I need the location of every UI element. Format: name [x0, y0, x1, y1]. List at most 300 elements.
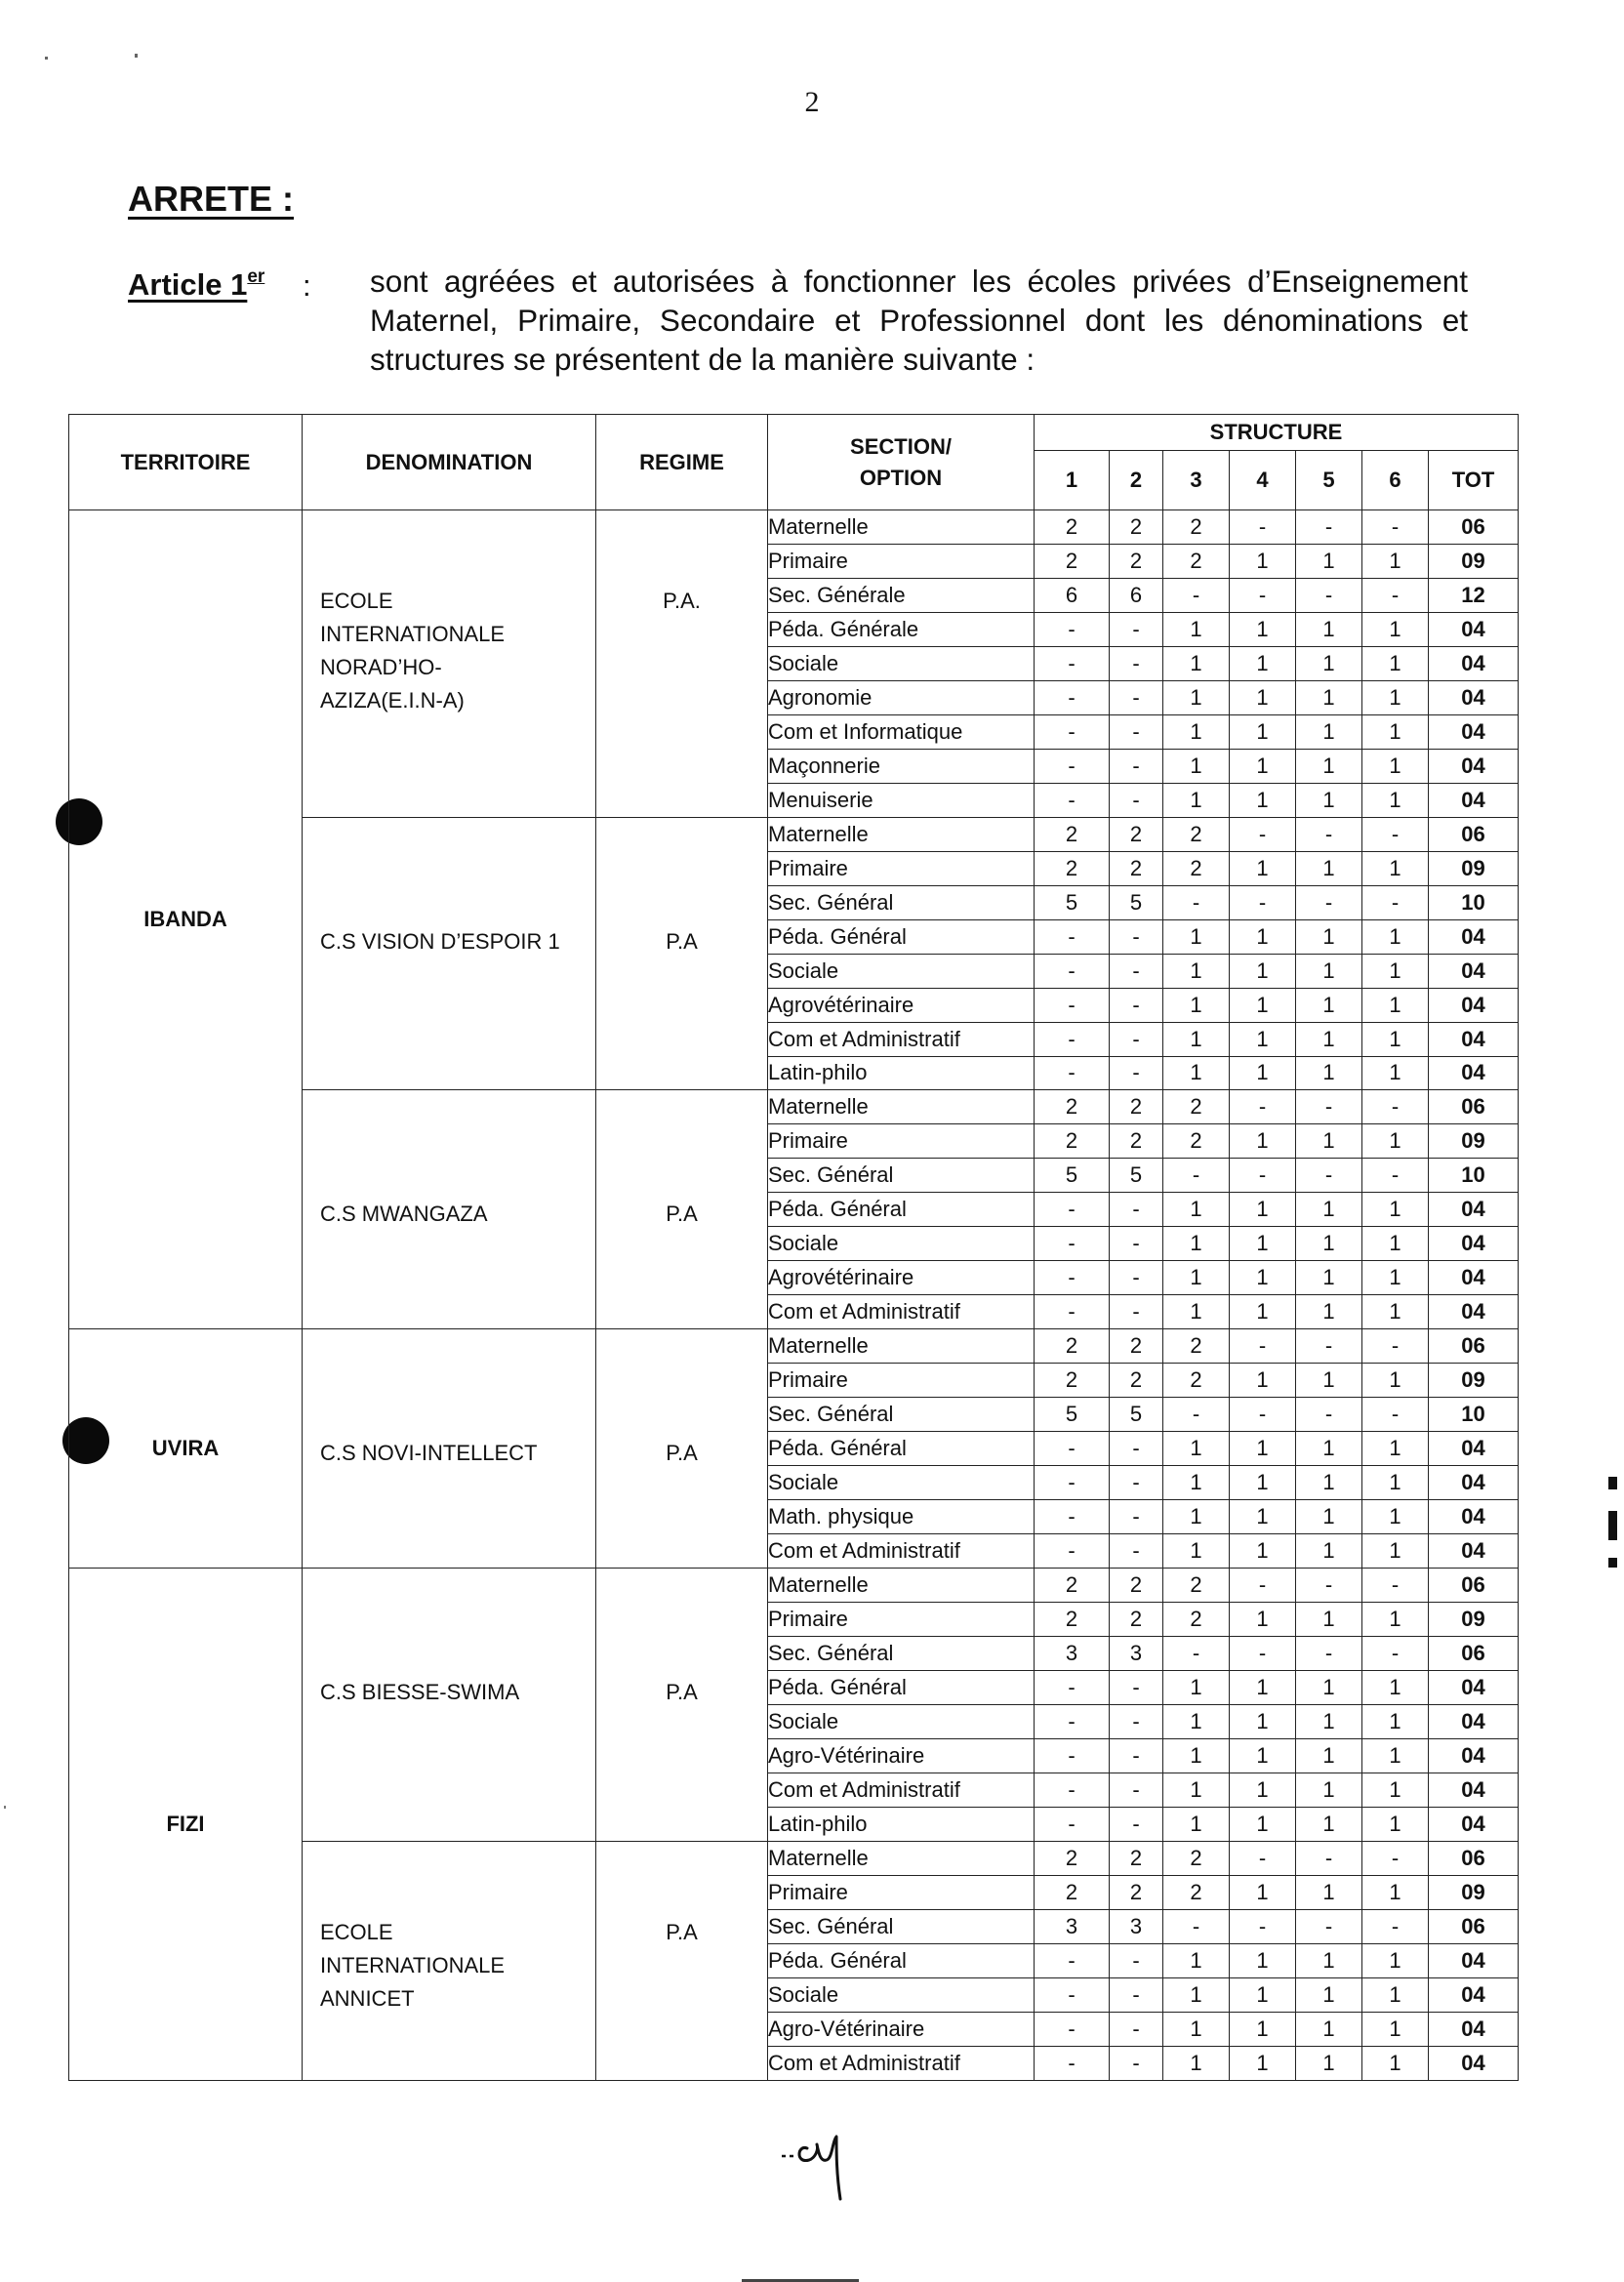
level-3-cell: 2: [1163, 1090, 1230, 1124]
school-name: C.S MWANGAZA: [320, 1202, 488, 1227]
section-option-cell: Sociale: [768, 1227, 1035, 1261]
regime-cell: [596, 1329, 768, 1569]
level-1-cell: 2: [1035, 1841, 1110, 1875]
section-option-cell: Agrovétérinaire: [768, 988, 1035, 1022]
level-5-cell: 1: [1296, 954, 1362, 988]
level-4-cell: 1: [1230, 1670, 1296, 1704]
territory-cell: FIZI: [69, 1569, 303, 2081]
level-5-cell: 1: [1296, 1773, 1362, 1807]
level-5-cell: -: [1296, 510, 1362, 545]
level-6-cell: 1: [1362, 1534, 1429, 1569]
article-text: sont agréées et autorisées à fonctionner les écoles privées d’Enseignement Maternel, Primaire, Secondaire et Professionnel dont les dénominations et structures se présentent de la manière suivante :: [370, 264, 1468, 377]
level-6-cell: 1: [1362, 1124, 1429, 1159]
level-3-cell: 1: [1163, 680, 1230, 714]
level-4-cell: 1: [1230, 1022, 1296, 1056]
table-row: [69, 1329, 1519, 1364]
total-cell: 04: [1429, 1227, 1519, 1261]
level-2-cell: 2: [1110, 510, 1163, 545]
total-cell: 04: [1429, 988, 1519, 1022]
level-5-cell: 1: [1296, 1432, 1362, 1466]
level-1-cell: 2: [1035, 851, 1110, 885]
level-1-cell: 2: [1035, 1875, 1110, 1909]
section-option-cell: Sec. Général: [768, 1636, 1035, 1670]
school-name: C.S VISION D’ESPOIR 1: [320, 928, 560, 954]
level-6-cell: 1: [1362, 1500, 1429, 1534]
article-label: [128, 266, 264, 303]
level-6-cell: 1: [1362, 919, 1429, 954]
level-5-cell: 1: [1296, 612, 1362, 646]
section-option-cell: Com et Administratif: [768, 1534, 1035, 1569]
section-option-cell: Sociale: [768, 1977, 1035, 2012]
level-1-cell: 6: [1035, 578, 1110, 612]
total-cell: 09: [1429, 1364, 1519, 1398]
level-6-cell: 1: [1362, 1364, 1429, 1398]
level-4-cell: 1: [1230, 1056, 1296, 1090]
level-1-cell: -: [1035, 919, 1110, 954]
level-3-cell: 1: [1163, 1738, 1230, 1773]
level-4-cell: 1: [1230, 2012, 1296, 2046]
total-cell: 09: [1429, 1603, 1519, 1637]
level-1-cell: 2: [1035, 1569, 1110, 1603]
section-option-cell: Latin-philo: [768, 1807, 1035, 1841]
level-4-cell: 1: [1230, 1603, 1296, 1637]
level-5-cell: 1: [1296, 1875, 1362, 1909]
regime-cell: [596, 817, 768, 1090]
total-cell: 06: [1429, 1090, 1519, 1124]
level-6-cell: 1: [1362, 2012, 1429, 2046]
total-cell: 04: [1429, 1773, 1519, 1807]
denomination-cell: [303, 1090, 596, 1329]
level-2-cell: -: [1110, 1261, 1163, 1295]
level-4-cell: 1: [1230, 1466, 1296, 1500]
level-4-cell: 1: [1230, 1875, 1296, 1909]
level-1-cell: -: [1035, 612, 1110, 646]
level-4-cell: 1: [1230, 1261, 1296, 1295]
level-3-cell: 2: [1163, 1124, 1230, 1159]
level-3-cell: -: [1163, 1909, 1230, 1943]
section-option-cell: Com et Administratif: [768, 2046, 1035, 2080]
section-option-cell: Péda. Général: [768, 1432, 1035, 1466]
section-option-cell: Primaire: [768, 1603, 1035, 1637]
total-cell: 04: [1429, 646, 1519, 680]
level-2-cell: -: [1110, 1500, 1163, 1534]
article-colon: :: [303, 268, 311, 303]
regime-cell: [596, 1569, 768, 1842]
section-option-cell: Com et Administratif: [768, 1295, 1035, 1329]
level-3-cell: 1: [1163, 612, 1230, 646]
level-3-cell: 1: [1163, 1500, 1230, 1534]
level-5-cell: 1: [1296, 1738, 1362, 1773]
total-cell: 04: [1429, 1022, 1519, 1056]
level-3-cell: 1: [1163, 1295, 1230, 1329]
total-cell: 04: [1429, 1738, 1519, 1773]
schools-table: [68, 414, 1519, 2081]
level-5-cell: 1: [1296, 851, 1362, 885]
level-6-cell: 1: [1362, 1704, 1429, 1738]
section-option-cell: Sociale: [768, 646, 1035, 680]
initials-signature: [776, 2131, 864, 2201]
header-section-option: [768, 415, 1035, 510]
level-3-cell: -: [1163, 1636, 1230, 1670]
level-5-cell: 1: [1296, 1704, 1362, 1738]
section-option-cell: Péda. Général: [768, 1943, 1035, 1977]
section-option-cell: Maternelle: [768, 1090, 1035, 1124]
section-option-cell: Agro-Vétérinaire: [768, 1738, 1035, 1773]
level-4-cell: 1: [1230, 1977, 1296, 2012]
header-section-option-text: SECTION/ OPTION: [850, 433, 952, 490]
level-5-cell: 1: [1296, 749, 1362, 783]
level-3-cell: 1: [1163, 1193, 1230, 1227]
total-cell: 04: [1429, 1295, 1519, 1329]
level-6-cell: 1: [1362, 749, 1429, 783]
regime-value: P.A: [666, 1441, 698, 1466]
level-4-cell: -: [1230, 1329, 1296, 1364]
total-cell: 09: [1429, 1875, 1519, 1909]
level-4-cell: -: [1230, 1841, 1296, 1875]
level-6-cell: 1: [1362, 954, 1429, 988]
total-cell: 04: [1429, 714, 1519, 749]
section-option-cell: Latin-philo: [768, 1056, 1035, 1090]
level-2-cell: -: [1110, 612, 1163, 646]
level-5-cell: 1: [1296, 1807, 1362, 1841]
total-cell: 10: [1429, 1159, 1519, 1193]
header-regime: REGIME: [596, 415, 768, 510]
level-4-cell: 1: [1230, 612, 1296, 646]
level-2-cell: -: [1110, 714, 1163, 749]
section-option-cell: Péda. Général: [768, 919, 1035, 954]
section-option-cell: Primaire: [768, 851, 1035, 885]
level-3-cell: -: [1163, 885, 1230, 919]
section-option-cell: Maternelle: [768, 1329, 1035, 1364]
level-1-cell: 5: [1035, 1159, 1110, 1193]
level-2-cell: 2: [1110, 817, 1163, 851]
level-4-cell: -: [1230, 1636, 1296, 1670]
level-6-cell: 1: [1362, 2046, 1429, 2080]
total-cell: 06: [1429, 1909, 1519, 1943]
level-2-cell: -: [1110, 1295, 1163, 1329]
level-5-cell: 1: [1296, 1056, 1362, 1090]
section-option-cell: Primaire: [768, 1124, 1035, 1159]
level-3-cell: 1: [1163, 1943, 1230, 1977]
level-5-cell: 1: [1296, 1227, 1362, 1261]
level-2-cell: 2: [1110, 1841, 1163, 1875]
regime-cell: [596, 1090, 768, 1329]
level-6-cell: 1: [1362, 714, 1429, 749]
level-6-cell: -: [1362, 817, 1429, 851]
section-option-cell: Com et Administratif: [768, 1773, 1035, 1807]
level-3-cell: 2: [1163, 1329, 1230, 1364]
level-4-cell: -: [1230, 1090, 1296, 1124]
level-2-cell: -: [1110, 1704, 1163, 1738]
level-6-cell: -: [1362, 1329, 1429, 1364]
section-option-cell: Péda. Général: [768, 1193, 1035, 1227]
scan-speck: [4, 1806, 6, 1809]
level-6-cell: 1: [1362, 1670, 1429, 1704]
regime-value: P.A: [666, 928, 698, 954]
header-level-5: 5: [1296, 451, 1362, 510]
regime-cell: [596, 510, 768, 818]
scan-edge-mark: [1608, 1511, 1617, 1540]
level-6-cell: 1: [1362, 1261, 1429, 1295]
level-5-cell: 1: [1296, 988, 1362, 1022]
level-4-cell: 1: [1230, 1193, 1296, 1227]
level-4-cell: 1: [1230, 544, 1296, 578]
level-4-cell: 1: [1230, 1364, 1296, 1398]
level-5-cell: -: [1296, 1329, 1362, 1364]
level-2-cell: -: [1110, 1193, 1163, 1227]
level-5-cell: 1: [1296, 2046, 1362, 2080]
level-4-cell: 1: [1230, 919, 1296, 954]
level-2-cell: -: [1110, 1432, 1163, 1466]
header-tot: TOT: [1429, 451, 1519, 510]
total-cell: 04: [1429, 1807, 1519, 1841]
total-cell: 04: [1429, 1534, 1519, 1569]
total-cell: 04: [1429, 1261, 1519, 1295]
level-6-cell: 1: [1362, 1943, 1429, 1977]
header-level-2: 2: [1110, 451, 1163, 510]
section-option-cell: Sec. Général: [768, 1398, 1035, 1432]
level-4-cell: 1: [1230, 1227, 1296, 1261]
header-territoire: TERRITOIRE: [69, 415, 303, 510]
section-option-cell: Péda. Générale: [768, 612, 1035, 646]
total-cell: 04: [1429, 612, 1519, 646]
level-3-cell: 2: [1163, 1603, 1230, 1637]
section-option-cell: Maçonnerie: [768, 749, 1035, 783]
level-6-cell: 1: [1362, 1773, 1429, 1807]
total-cell: 09: [1429, 851, 1519, 885]
level-6-cell: 1: [1362, 1977, 1429, 2012]
level-3-cell: 1: [1163, 954, 1230, 988]
level-3-cell: 1: [1163, 1977, 1230, 2012]
level-1-cell: 2: [1035, 1364, 1110, 1398]
level-3-cell: 1: [1163, 1261, 1230, 1295]
level-2-cell: -: [1110, 1534, 1163, 1569]
level-1-cell: 5: [1035, 885, 1110, 919]
level-1-cell: -: [1035, 1943, 1110, 1977]
level-5-cell: 1: [1296, 1534, 1362, 1569]
level-3-cell: 2: [1163, 510, 1230, 545]
header-structure: STRUCTURE: [1035, 415, 1519, 451]
article-label-superscript: er: [247, 266, 265, 287]
page-number: 2: [804, 86, 820, 118]
header-level-4: 4: [1230, 451, 1296, 510]
scan-edge-mark: [1608, 1558, 1617, 1568]
level-4-cell: 1: [1230, 851, 1296, 885]
level-4-cell: -: [1230, 510, 1296, 545]
level-2-cell: 2: [1110, 1124, 1163, 1159]
level-2-cell: -: [1110, 2046, 1163, 2080]
total-cell: 04: [1429, 1466, 1519, 1500]
level-4-cell: 1: [1230, 783, 1296, 817]
level-6-cell: -: [1362, 885, 1429, 919]
level-1-cell: 2: [1035, 1090, 1110, 1124]
level-5-cell: 1: [1296, 680, 1362, 714]
level-1-cell: -: [1035, 988, 1110, 1022]
level-5-cell: -: [1296, 578, 1362, 612]
level-5-cell: 1: [1296, 2012, 1362, 2046]
level-1-cell: -: [1035, 749, 1110, 783]
section-option-cell: Primaire: [768, 1875, 1035, 1909]
header-level-6: 6: [1362, 451, 1429, 510]
level-5-cell: 1: [1296, 1295, 1362, 1329]
total-cell: 04: [1429, 1943, 1519, 1977]
level-6-cell: -: [1362, 1909, 1429, 1943]
level-1-cell: -: [1035, 1807, 1110, 1841]
level-4-cell: -: [1230, 1159, 1296, 1193]
section-option-cell: Sociale: [768, 954, 1035, 988]
level-6-cell: 1: [1362, 1432, 1429, 1466]
level-4-cell: 1: [1230, 1295, 1296, 1329]
level-2-cell: 2: [1110, 1875, 1163, 1909]
level-2-cell: -: [1110, 1738, 1163, 1773]
level-1-cell: -: [1035, 1500, 1110, 1534]
level-4-cell: -: [1230, 1909, 1296, 1943]
level-6-cell: 1: [1362, 783, 1429, 817]
level-4-cell: 1: [1230, 954, 1296, 988]
table-body: [69, 510, 1519, 2081]
level-3-cell: 1: [1163, 749, 1230, 783]
level-1-cell: -: [1035, 1261, 1110, 1295]
total-cell: 09: [1429, 1124, 1519, 1159]
level-2-cell: -: [1110, 1056, 1163, 1090]
level-3-cell: 1: [1163, 1227, 1230, 1261]
section-option-cell: Com et Administratif: [768, 1022, 1035, 1056]
level-3-cell: 1: [1163, 1534, 1230, 1569]
level-3-cell: 1: [1163, 1056, 1230, 1090]
level-4-cell: 1: [1230, 1432, 1296, 1466]
school-name: C.S NOVI-INTELLECT: [320, 1441, 538, 1466]
level-3-cell: 1: [1163, 1670, 1230, 1704]
level-3-cell: 1: [1163, 2012, 1230, 2046]
level-6-cell: -: [1362, 1159, 1429, 1193]
level-4-cell: 1: [1230, 2046, 1296, 2080]
level-2-cell: 5: [1110, 1159, 1163, 1193]
level-1-cell: -: [1035, 954, 1110, 988]
total-cell: 06: [1429, 1569, 1519, 1603]
level-5-cell: 1: [1296, 646, 1362, 680]
level-3-cell: 2: [1163, 851, 1230, 885]
level-2-cell: 6: [1110, 578, 1163, 612]
level-6-cell: -: [1362, 1398, 1429, 1432]
level-3-cell: 1: [1163, 714, 1230, 749]
level-2-cell: -: [1110, 1670, 1163, 1704]
level-2-cell: -: [1110, 988, 1163, 1022]
level-3-cell: 1: [1163, 988, 1230, 1022]
level-2-cell: -: [1110, 749, 1163, 783]
total-cell: 04: [1429, 954, 1519, 988]
level-2-cell: 5: [1110, 885, 1163, 919]
total-cell: 06: [1429, 817, 1519, 851]
level-4-cell: -: [1230, 885, 1296, 919]
level-4-cell: 1: [1230, 1534, 1296, 1569]
level-3-cell: 1: [1163, 1773, 1230, 1807]
level-1-cell: -: [1035, 1704, 1110, 1738]
school-name: C.S BIESSE-SWIMA: [320, 1679, 520, 1704]
level-4-cell: -: [1230, 1569, 1296, 1603]
level-3-cell: 2: [1163, 817, 1230, 851]
level-6-cell: 1: [1362, 1056, 1429, 1090]
level-6-cell: 1: [1362, 1738, 1429, 1773]
scan-speck: [135, 54, 138, 58]
total-cell: 04: [1429, 1056, 1519, 1090]
level-2-cell: -: [1110, 783, 1163, 817]
level-4-cell: 1: [1230, 1943, 1296, 1977]
level-1-cell: 2: [1035, 1329, 1110, 1364]
level-1-cell: -: [1035, 1534, 1110, 1569]
total-cell: 10: [1429, 1398, 1519, 1432]
level-4-cell: -: [1230, 1398, 1296, 1432]
level-1-cell: 5: [1035, 1398, 1110, 1432]
level-4-cell: 1: [1230, 714, 1296, 749]
level-6-cell: 1: [1362, 1466, 1429, 1500]
level-1-cell: -: [1035, 2046, 1110, 2080]
level-6-cell: 1: [1362, 680, 1429, 714]
level-5-cell: -: [1296, 817, 1362, 851]
section-option-cell: Sociale: [768, 1466, 1035, 1500]
level-5-cell: 1: [1296, 919, 1362, 954]
level-2-cell: -: [1110, 919, 1163, 954]
level-5-cell: -: [1296, 1398, 1362, 1432]
total-cell: 04: [1429, 1193, 1519, 1227]
level-4-cell: -: [1230, 578, 1296, 612]
level-2-cell: -: [1110, 1773, 1163, 1807]
level-5-cell: -: [1296, 1909, 1362, 1943]
level-6-cell: 1: [1362, 1603, 1429, 1637]
level-5-cell: 1: [1296, 1124, 1362, 1159]
level-6-cell: 1: [1362, 1807, 1429, 1841]
level-4-cell: 1: [1230, 1704, 1296, 1738]
section-option-cell: Sec. Général: [768, 1159, 1035, 1193]
level-4-cell: 1: [1230, 749, 1296, 783]
total-cell: 04: [1429, 1432, 1519, 1466]
level-6-cell: 1: [1362, 544, 1429, 578]
level-6-cell: 1: [1362, 1193, 1429, 1227]
level-6-cell: -: [1362, 578, 1429, 612]
section-option-cell: Péda. Général: [768, 1670, 1035, 1704]
level-5-cell: 1: [1296, 1261, 1362, 1295]
level-3-cell: 1: [1163, 1022, 1230, 1056]
level-1-cell: -: [1035, 1193, 1110, 1227]
level-1-cell: 2: [1035, 510, 1110, 545]
total-cell: 06: [1429, 1636, 1519, 1670]
section-option-cell: Agrovétérinaire: [768, 1261, 1035, 1295]
total-cell: 04: [1429, 749, 1519, 783]
level-6-cell: 1: [1362, 988, 1429, 1022]
section-option-cell: Primaire: [768, 1364, 1035, 1398]
level-5-cell: 1: [1296, 1364, 1362, 1398]
level-1-cell: -: [1035, 1738, 1110, 1773]
level-4-cell: 1: [1230, 988, 1296, 1022]
total-cell: 04: [1429, 919, 1519, 954]
total-cell: 04: [1429, 2012, 1519, 2046]
level-5-cell: 1: [1296, 1193, 1362, 1227]
level-2-cell: -: [1110, 1466, 1163, 1500]
level-1-cell: -: [1035, 1295, 1110, 1329]
territory-cell: UVIRA: [69, 1329, 303, 1569]
level-2-cell: -: [1110, 1022, 1163, 1056]
article-label-text: Article 1: [128, 267, 248, 302]
level-3-cell: 1: [1163, 919, 1230, 954]
level-4-cell: 1: [1230, 680, 1296, 714]
level-5-cell: 1: [1296, 1943, 1362, 1977]
total-cell: 10: [1429, 885, 1519, 919]
level-5-cell: 1: [1296, 1670, 1362, 1704]
level-2-cell: -: [1110, 954, 1163, 988]
level-1-cell: 2: [1035, 544, 1110, 578]
level-3-cell: 1: [1163, 1466, 1230, 1500]
level-3-cell: 2: [1163, 1841, 1230, 1875]
table-row: [69, 1569, 1519, 1603]
